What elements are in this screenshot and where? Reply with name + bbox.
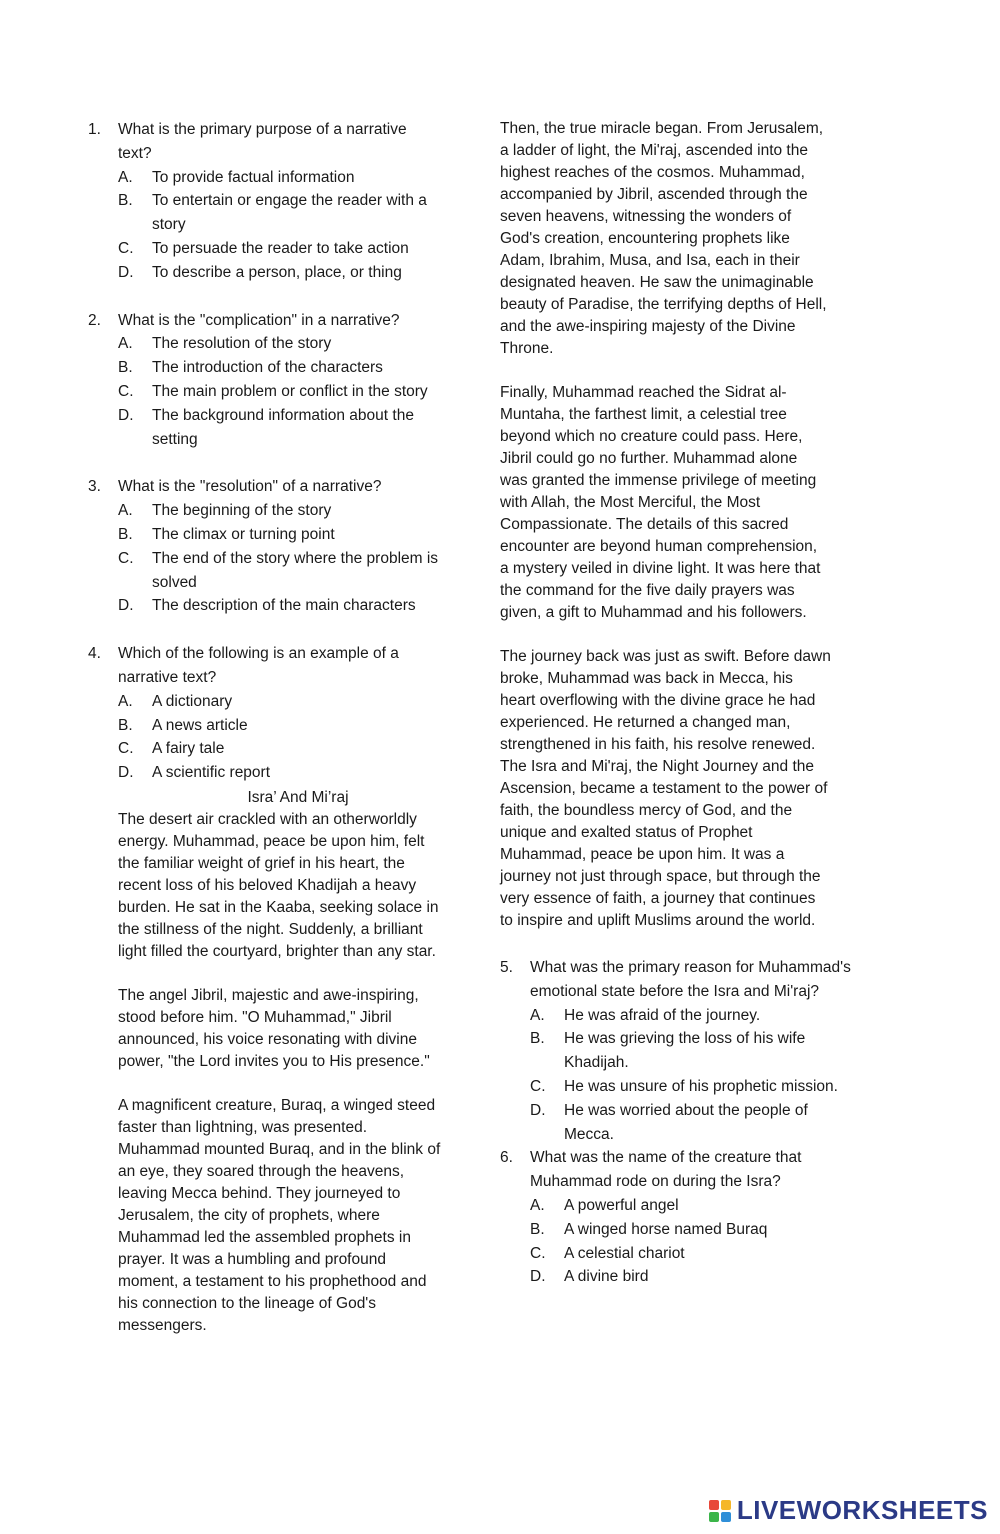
text-line: with Allah, the Most Merciful, the Most bbox=[500, 494, 761, 511]
option-letter: D. bbox=[530, 1101, 546, 1119]
option-text bbox=[564, 1218, 900, 1242]
text-line: recent loss of his beloved Khadijah a heavy bbox=[118, 876, 417, 894]
option-text bbox=[152, 594, 478, 618]
text-line: text? bbox=[118, 144, 152, 162]
answer-options bbox=[118, 332, 478, 451]
question-body bbox=[118, 475, 478, 618]
text-line: To persuade the reader to take action bbox=[152, 239, 409, 257]
right-column bbox=[500, 118, 900, 1289]
left-column bbox=[88, 118, 478, 1337]
text-line: The resolution of the story bbox=[152, 335, 332, 353]
text-line: He was worried about the people of bbox=[564, 1101, 808, 1119]
option-text bbox=[152, 523, 478, 547]
answer-option[interactable] bbox=[118, 594, 478, 618]
answer-option[interactable] bbox=[530, 1265, 900, 1289]
text-line: A winged horse named Buraq bbox=[564, 1220, 768, 1238]
text-line: heart overflowing with the divine grace he had bbox=[500, 692, 816, 709]
text-line: Jerusalem, the city of prophets, where bbox=[118, 1206, 380, 1224]
question-4 bbox=[88, 642, 478, 785]
option-text bbox=[152, 761, 478, 785]
text-line: Muhammad mounted Buraq, and in the blink of bbox=[118, 1140, 441, 1158]
answer-options bbox=[118, 499, 478, 618]
text-line: very essence of faith, a journey that continues bbox=[500, 890, 816, 907]
option-text bbox=[564, 1242, 900, 1266]
option-letter: D. bbox=[118, 764, 134, 782]
text-line: unique and exalted status of Prophet bbox=[500, 824, 753, 841]
option-text bbox=[564, 1265, 900, 1289]
text-line: broke, Muhammad was back in Mecca, his bbox=[500, 670, 793, 687]
text-line: experienced. He returned a changed man, bbox=[500, 714, 791, 731]
option-letter: B. bbox=[118, 525, 133, 543]
answer-option[interactable] bbox=[118, 499, 478, 523]
text-line: setting bbox=[152, 430, 198, 448]
option-text bbox=[564, 1194, 900, 1218]
option-text bbox=[564, 1099, 900, 1147]
answer-option[interactable] bbox=[118, 261, 478, 285]
text-line: the stillness of the night. Suddenly, a brilliant bbox=[118, 920, 423, 938]
text-line: He was afraid of the journey. bbox=[564, 1006, 761, 1024]
answer-option[interactable] bbox=[530, 1194, 900, 1218]
text-line: Muhammad rode on during the Isra? bbox=[530, 1173, 781, 1191]
spacer bbox=[88, 285, 478, 309]
option-letter: D. bbox=[118, 406, 134, 424]
text-line: God's creation, encountering prophets like bbox=[500, 230, 790, 247]
text-line: The introduction of the characters bbox=[152, 359, 383, 377]
answer-option[interactable] bbox=[118, 714, 478, 738]
option-text bbox=[152, 332, 478, 356]
option-text bbox=[152, 714, 478, 738]
answer-options bbox=[118, 166, 478, 285]
text-line: highest reaches of the cosmos. Muhammad, bbox=[500, 164, 805, 181]
question-number: 3. bbox=[88, 478, 101, 496]
text-line: What is the primary purpose of a narrative bbox=[118, 121, 407, 138]
text-line: seven heavens, witnessing the wonders of bbox=[500, 208, 792, 225]
text-line: the familiar weight of grief in his heart, the bbox=[118, 854, 405, 872]
option-text bbox=[152, 237, 478, 261]
spacer bbox=[500, 932, 900, 956]
spacer bbox=[88, 618, 478, 642]
option-letter: B. bbox=[530, 1220, 545, 1238]
text-line: A news article bbox=[152, 716, 248, 734]
question-body bbox=[118, 118, 478, 285]
text-line: A magnificent creature, Buraq, a winged steed bbox=[118, 1096, 436, 1114]
option-letter: A. bbox=[118, 168, 133, 186]
option-letter: A. bbox=[118, 335, 133, 353]
text-line: energy. Muhammad, peace be upon him, felt bbox=[118, 832, 425, 850]
answer-option[interactable] bbox=[530, 1218, 900, 1242]
text-line: stood before him. "O Muhammad," Jibril bbox=[118, 1008, 392, 1026]
option-text bbox=[564, 1027, 900, 1075]
spacer bbox=[88, 1073, 478, 1095]
option-letter: C. bbox=[118, 549, 134, 567]
text-line: Which of the following is an example of a bbox=[118, 645, 399, 663]
text-line: Ascension, became a testament to the power of bbox=[500, 780, 828, 797]
option-text bbox=[152, 166, 478, 190]
text-line: journey not just through space, but through the bbox=[500, 868, 821, 885]
question-3 bbox=[88, 475, 478, 618]
option-letter: D. bbox=[530, 1268, 546, 1286]
text-line: messengers. bbox=[118, 1316, 207, 1334]
text-line: his connection to the lineage of God's bbox=[118, 1294, 377, 1312]
text-line: Throne. bbox=[500, 340, 554, 357]
answer-option[interactable] bbox=[118, 189, 478, 237]
text-line: faster than lightning, was presented. bbox=[118, 1118, 368, 1136]
spacer bbox=[500, 360, 900, 382]
question-body bbox=[118, 309, 478, 452]
text-line: and the awe-inspiring majesty of the Divine bbox=[500, 318, 796, 335]
text-line: the command for the five daily prayers was bbox=[500, 582, 795, 599]
text-line: What was the name of the creature that bbox=[530, 1149, 802, 1167]
text-line: Muhammad led the assembled prophets in bbox=[118, 1228, 411, 1246]
text-line: The main problem or conflict in the story bbox=[152, 382, 428, 400]
option-letter: D. bbox=[118, 263, 134, 281]
answer-option[interactable] bbox=[118, 380, 478, 404]
text-line: What was the primary reason for Muhammad's bbox=[530, 959, 851, 976]
text-line: Finally, Muhammad reached the Sidrat al- bbox=[500, 384, 787, 401]
answer-option[interactable] bbox=[118, 547, 478, 595]
text-line: encounter are beyond human comprehension, bbox=[500, 538, 818, 555]
text-line: accompanied by Jibril, ascended through the bbox=[500, 186, 808, 203]
text-line: To describe a person, place, or thing bbox=[152, 263, 402, 281]
option-letter: D. bbox=[118, 597, 134, 615]
question-body bbox=[530, 1146, 900, 1289]
question-stem bbox=[118, 642, 478, 690]
question-stem bbox=[118, 118, 478, 166]
answer-option[interactable] bbox=[118, 761, 478, 785]
story-text-left bbox=[88, 809, 478, 1337]
text-line: The description of the main characters bbox=[152, 597, 416, 615]
text-line: beyond which no creature could pass. Here, bbox=[500, 428, 803, 445]
answer-option[interactable] bbox=[530, 1004, 900, 1028]
question-2 bbox=[88, 309, 478, 452]
text-line: beauty of Paradise, the terrifying depths of Hell, bbox=[500, 296, 827, 313]
text-line: A powerful angel bbox=[564, 1196, 679, 1214]
text-line: moment, a testament to his prophethood and bbox=[118, 1272, 427, 1290]
story-paragraph bbox=[500, 646, 900, 932]
text-line: narrative text? bbox=[118, 668, 217, 686]
answer-option[interactable] bbox=[118, 690, 478, 714]
text-line: The climax or turning point bbox=[152, 525, 335, 543]
option-letter: A. bbox=[118, 502, 133, 520]
text-line: Muhammad, peace be upon him. It was a bbox=[500, 846, 785, 863]
text-line: He was grieving the loss of his wife bbox=[564, 1030, 806, 1048]
text-line: an eye, they soared through the heavens, bbox=[118, 1162, 405, 1180]
question-number: 6. bbox=[500, 1149, 513, 1167]
question-1 bbox=[500, 956, 900, 1146]
option-letter: C. bbox=[118, 382, 134, 400]
question-stem bbox=[530, 956, 900, 1004]
text-line: Adam, Ibrahim, Musa, and Isa, each in their bbox=[500, 252, 800, 269]
text-line: burden. He sat in the Kaaba, seeking solace in bbox=[118, 898, 439, 916]
answer-option[interactable] bbox=[530, 1027, 900, 1075]
answer-options bbox=[530, 1004, 900, 1147]
answer-option[interactable] bbox=[118, 523, 478, 547]
text-line: Then, the true miracle began. From Jerusalem, bbox=[500, 120, 824, 137]
question-stem bbox=[118, 475, 478, 499]
option-letter: B. bbox=[118, 359, 133, 377]
option-letter: B. bbox=[530, 1030, 545, 1048]
text-line: What is the "complication" in a narrative? bbox=[118, 311, 400, 329]
question-number: 5. bbox=[500, 959, 513, 976]
text-line: prayer. It was a humbling and profound bbox=[118, 1250, 386, 1268]
text-line: Muntaha, the farthest limit, a celestial tree bbox=[500, 406, 787, 423]
text-line: Jibril could go no further. Muhammad alone bbox=[500, 450, 798, 467]
option-letter: B. bbox=[118, 192, 133, 210]
spacer bbox=[88, 451, 478, 475]
question-list-right bbox=[500, 956, 900, 1289]
answer-option[interactable] bbox=[530, 1242, 900, 1266]
spacer bbox=[500, 624, 900, 646]
question-1 bbox=[88, 118, 478, 285]
text-line: solved bbox=[152, 573, 197, 591]
answer-option[interactable] bbox=[530, 1075, 900, 1099]
story-title: Isra’ And Mi’raj bbox=[247, 788, 349, 806]
story-paragraph bbox=[500, 118, 900, 360]
option-text bbox=[564, 1004, 900, 1028]
liveworksheets-logo-text: LIVEWORKSHEETS bbox=[736, 1495, 988, 1525]
question-stem bbox=[118, 309, 478, 333]
option-text bbox=[152, 380, 478, 404]
option-text bbox=[152, 189, 478, 237]
question-2 bbox=[500, 1146, 900, 1289]
text-line: designated heaven. He saw the unimaginable bbox=[500, 274, 814, 291]
text-line: To provide factual information bbox=[152, 168, 355, 186]
answer-option[interactable] bbox=[118, 332, 478, 356]
text-line: a ladder of light, the Mi'raj, ascended into the bbox=[500, 142, 808, 159]
text-line: given, a gift to Muhammad and his followers. bbox=[500, 604, 807, 621]
text-line: The end of the story where the problem is bbox=[152, 549, 439, 567]
text-line: What is the "resolution" of a narrative? bbox=[118, 478, 382, 496]
option-letter: C. bbox=[118, 740, 134, 758]
option-text bbox=[152, 261, 478, 285]
option-letter: A. bbox=[530, 1006, 545, 1024]
liveworksheets-logo-icon bbox=[709, 1498, 733, 1524]
option-text bbox=[152, 547, 478, 595]
story-text-right bbox=[500, 118, 900, 932]
option-letter: B. bbox=[118, 716, 133, 734]
question-body bbox=[530, 956, 900, 1146]
text-line: faith, the boundless mercy of God, and the bbox=[500, 802, 793, 819]
option-letter: C. bbox=[118, 239, 134, 257]
text-line: The Isra and Mi'raj, the Night Journey and the bbox=[500, 758, 814, 775]
text-line: power, "the Lord invites you to His presence." bbox=[118, 1052, 430, 1070]
text-line: a mystery veiled in divine light. It was here that bbox=[500, 560, 821, 577]
spacer bbox=[88, 963, 478, 985]
text-line: A scientific report bbox=[152, 764, 271, 782]
answer-option[interactable] bbox=[118, 737, 478, 761]
text-line: was granted the immense privilege of meeting bbox=[500, 472, 817, 489]
answer-option[interactable] bbox=[530, 1099, 900, 1147]
answer-options bbox=[530, 1194, 900, 1289]
option-letter: A. bbox=[118, 692, 133, 710]
option-letter: C. bbox=[530, 1244, 546, 1262]
question-number: 4. bbox=[88, 645, 101, 663]
text-line: The desert air crackled with an otherworldly bbox=[118, 810, 417, 828]
answer-option[interactable] bbox=[118, 404, 478, 452]
text-line: strengthened in his faith, his resolve renewed. bbox=[500, 736, 816, 753]
text-line: The beginning of the story bbox=[152, 502, 332, 520]
text-line: The angel Jibril, majestic and awe-inspiring, bbox=[118, 986, 419, 1004]
text-line: A divine bird bbox=[564, 1268, 649, 1286]
answer-option[interactable] bbox=[118, 237, 478, 261]
answer-options bbox=[118, 690, 478, 785]
question-number: 2. bbox=[88, 311, 101, 329]
question-body bbox=[118, 642, 478, 785]
text-line: light filled the courtyard, brighter than any star. bbox=[118, 942, 436, 960]
text-line: The background information about the bbox=[152, 406, 414, 424]
text-line: Khadijah. bbox=[564, 1054, 629, 1072]
option-letter: C. bbox=[530, 1077, 546, 1095]
story-paragraph bbox=[88, 809, 478, 963]
text-line: announced, his voice resonating with divine bbox=[118, 1030, 417, 1048]
story-paragraph bbox=[88, 985, 478, 1073]
text-line: He was unsure of his prophetic mission. bbox=[564, 1077, 838, 1095]
text-line: to inspire and uplift Muslims around the world. bbox=[500, 912, 816, 929]
option-text bbox=[152, 737, 478, 761]
option-text bbox=[152, 356, 478, 380]
answer-option[interactable] bbox=[118, 356, 478, 380]
liveworksheets-logo bbox=[709, 1495, 988, 1526]
text-line: Compassionate. The details of this sacred bbox=[500, 516, 789, 533]
text-line: Mecca. bbox=[564, 1125, 614, 1143]
option-text bbox=[564, 1075, 900, 1099]
text-line: story bbox=[152, 216, 186, 234]
text-line: A dictionary bbox=[152, 692, 233, 710]
story-paragraph bbox=[88, 1095, 478, 1337]
text-line: A celestial chariot bbox=[564, 1244, 685, 1262]
text-line: A fairy tale bbox=[152, 740, 225, 758]
text-line: leaving Mecca behind. They journeyed to bbox=[118, 1184, 401, 1202]
option-text bbox=[152, 499, 478, 523]
question-number: 1. bbox=[88, 121, 101, 138]
story-paragraph bbox=[500, 382, 900, 624]
question-stem bbox=[530, 1146, 900, 1194]
option-text bbox=[152, 690, 478, 714]
question-list-left bbox=[88, 118, 478, 785]
text-line: To entertain or engage the reader with a bbox=[152, 192, 427, 210]
answer-option[interactable] bbox=[118, 166, 478, 190]
option-text bbox=[152, 404, 478, 452]
text-line: The journey back was just as swift. Before dawn bbox=[500, 648, 831, 665]
text-line: emotional state before the Isra and Mi'raj? bbox=[530, 982, 820, 1000]
option-letter: A. bbox=[530, 1196, 545, 1214]
